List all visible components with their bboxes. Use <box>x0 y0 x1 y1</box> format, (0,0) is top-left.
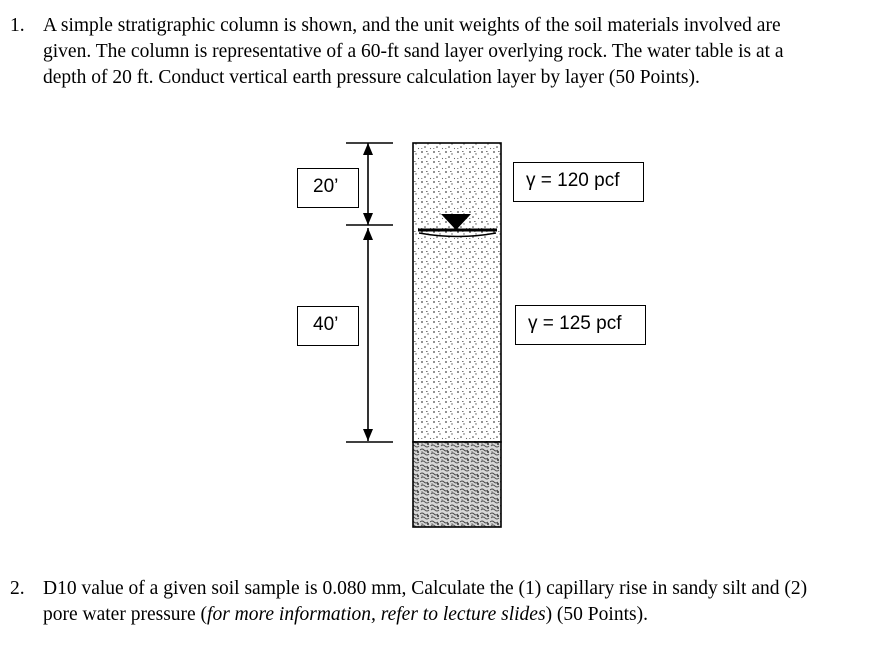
layer-2-thickness-label: 40’ <box>297 306 359 346</box>
question-2-number: 2. <box>10 578 25 599</box>
question-2-line-1: D10 value of a given soil sample is 0.080 mm, Calculate the (1) capillary rise in sandy silt and (2) <box>43 578 808 599</box>
lecture-slides-note: for more information, refer to lecture slides <box>207 604 546 625</box>
layer-1-thickness-label: 20’ <box>297 168 359 208</box>
question-1-line-2: given. The column is representative of a 60-ft sand layer overlying rock. The water table is at a <box>43 41 784 62</box>
rock-layer <box>413 442 501 527</box>
sand-layer <box>413 143 501 442</box>
question-2-line-2-end: ) (50 Points). <box>545 604 648 625</box>
question-2-text <box>43 576 883 628</box>
layer-1-unit-weight-label: γ = 120 pcf <box>513 162 644 202</box>
question-1-line-1: A simple stratigraphic column is shown, and the unit weights of the soil materials involved are <box>43 15 781 36</box>
question-2-line-2-start: pore water pressure ( <box>43 604 208 625</box>
question-1-number: 1. <box>10 15 25 36</box>
layer-2-unit-weight-label: γ = 125 pcf <box>515 305 646 345</box>
question-1-line-3: depth of 20 ft. Conduct vertical earth pressure calculation layer by layer (50 Points). <box>43 67 700 88</box>
question-2-line-2 <box>43 602 883 628</box>
